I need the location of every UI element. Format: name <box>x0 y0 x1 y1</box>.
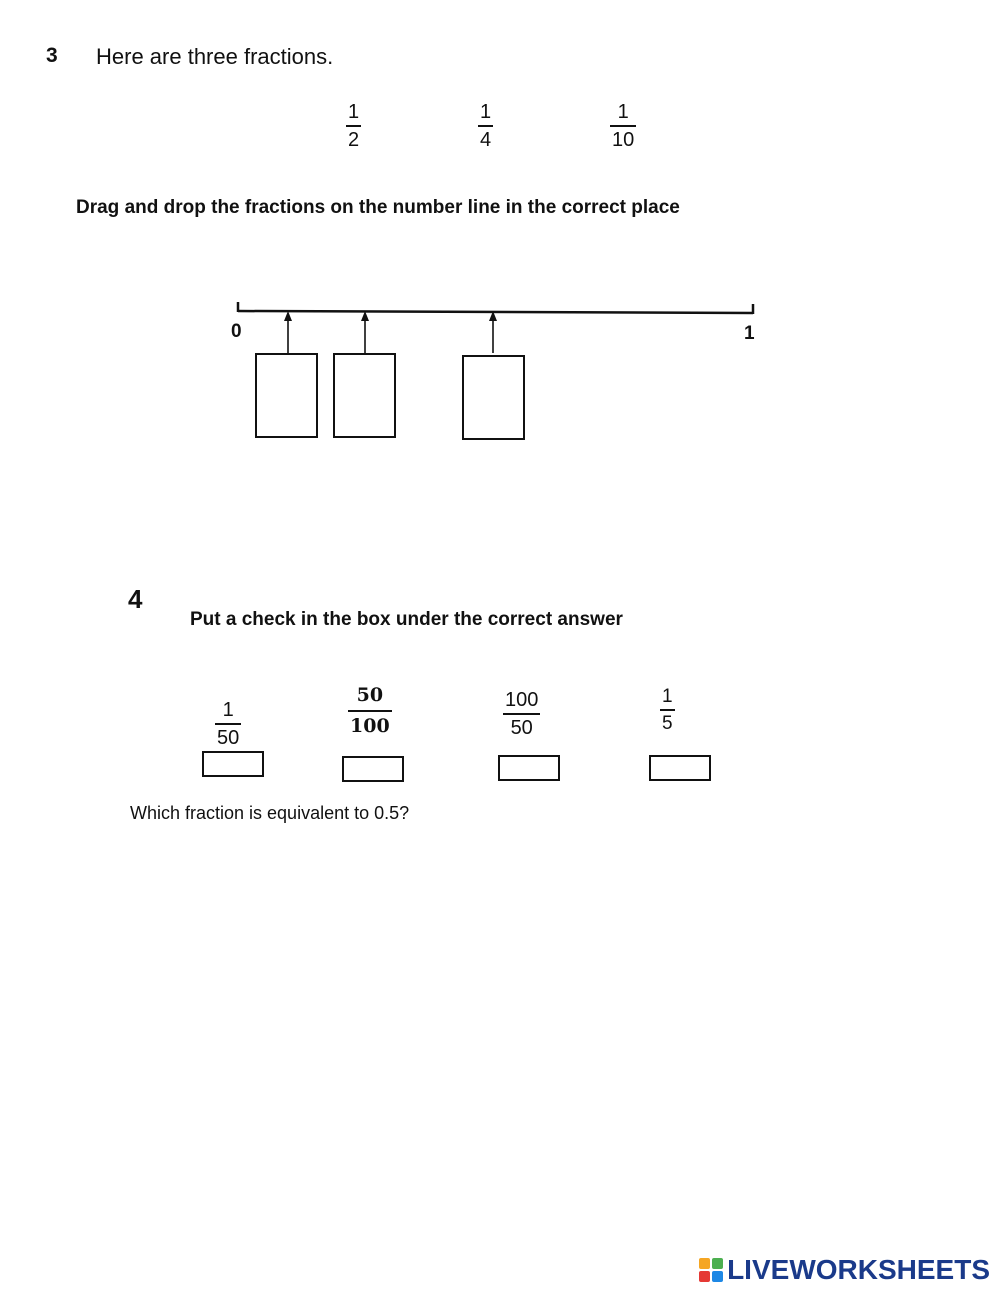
fraction-denominator: 50 <box>217 726 240 749</box>
drop-box-1[interactable] <box>255 353 318 438</box>
liveworksheets-logo <box>699 1254 990 1286</box>
question-3-intro: Here are three fractions. <box>96 44 334 69</box>
option-2-fraction <box>348 686 392 736</box>
question-3-instruction: Drag and drop the fractions on the number line in the correct place <box>76 197 680 218</box>
fraction-quarter <box>478 102 493 150</box>
fraction-numerator: 1 <box>662 686 673 707</box>
fraction-denominator: 100 <box>350 715 390 737</box>
question-4-prompt: Which fraction is equivalent to 0.5? <box>130 803 410 823</box>
check-box-option-2[interactable] <box>342 756 404 782</box>
fraction-half <box>346 102 361 150</box>
fraction-numerator: 100 <box>505 689 539 711</box>
check-box-option-1[interactable] <box>202 751 264 777</box>
logo-square <box>699 1258 710 1269</box>
logo-square <box>712 1258 723 1269</box>
arrow-1-head <box>284 311 292 321</box>
option-1-fraction <box>215 700 241 748</box>
question-4-instruction: Put a check in the box under the correct answer <box>190 609 623 630</box>
logo-square <box>712 1271 723 1282</box>
drop-box-2[interactable] <box>333 353 396 438</box>
fraction-numerator: 1 <box>480 101 492 123</box>
check-box-option-3[interactable] <box>498 755 560 781</box>
drop-box-3[interactable] <box>462 355 525 440</box>
number-line-axis <box>238 311 753 313</box>
question-4-number: 4 <box>128 584 143 614</box>
fraction-denominator: 5 <box>662 712 673 734</box>
logo-mark-icon <box>699 1258 723 1282</box>
fraction-numerator: 50 <box>356 684 384 706</box>
number-line-end-label: 1 <box>744 323 755 344</box>
logo-text: LIVEWORKSHEETS <box>727 1254 990 1285</box>
fraction-denominator: 4 <box>480 129 492 151</box>
fraction-denominator: 2 <box>348 129 360 151</box>
fraction-numerator: 1 <box>348 101 360 123</box>
check-box-option-4[interactable] <box>649 755 711 781</box>
fraction-denominator: 50 <box>510 716 533 739</box>
option-3-fraction <box>503 690 540 738</box>
fraction-numerator: 1 <box>617 101 629 123</box>
fraction-denominator: 10 <box>612 129 635 151</box>
number-line-start-label: 0 <box>231 321 242 342</box>
question-3-number: 3 <box>46 44 58 67</box>
logo-square <box>699 1271 710 1282</box>
option-4-fraction <box>660 687 675 733</box>
fraction-tenth <box>610 102 636 150</box>
fraction-numerator: 1 <box>222 699 234 721</box>
number-line <box>220 295 780 355</box>
